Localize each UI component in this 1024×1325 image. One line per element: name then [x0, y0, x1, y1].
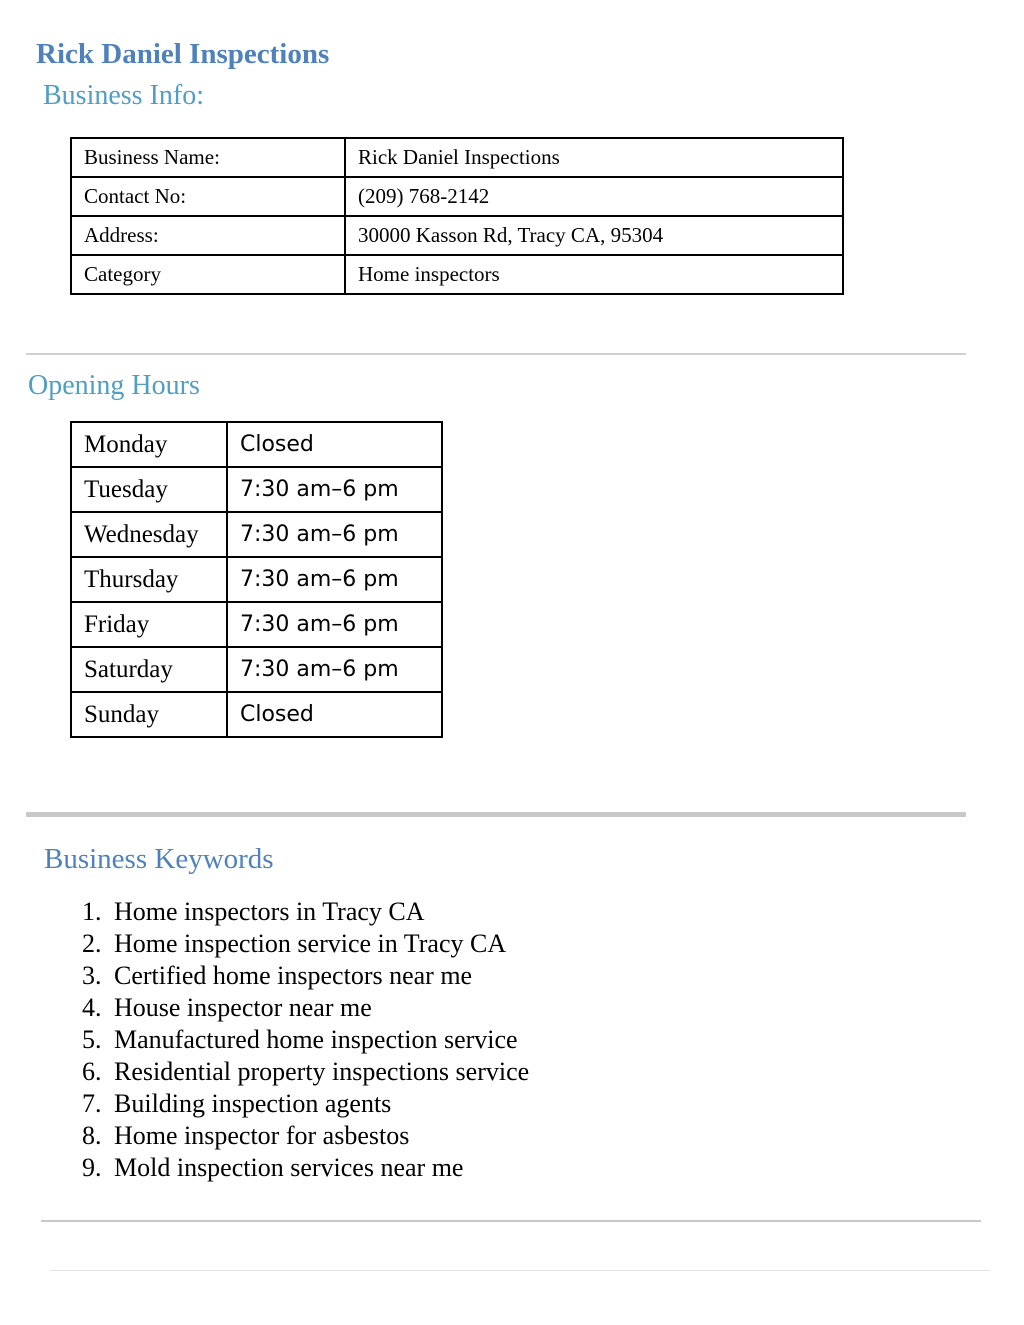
table-row	[71, 138, 843, 177]
list-item-text: Mold inspection services near me	[114, 1153, 464, 1182]
list-item-text: Home inspectors in Tracy CA	[114, 897, 425, 926]
hours-cell: 7:30 am–6 pm	[227, 512, 442, 557]
hours-cell: 7:30 am–6 pm	[227, 647, 442, 692]
hours-cell: 7:30 am–6 pm	[227, 557, 442, 602]
info-value: 30000 Kasson Rd, Tracy CA, 95304	[345, 216, 843, 255]
table-row	[71, 422, 442, 467]
list-item	[82, 896, 529, 928]
day-cell: Saturday	[71, 647, 227, 692]
info-value: Home inspectors	[345, 255, 843, 294]
section-divider	[26, 353, 966, 355]
list-item-number: 5.	[82, 1025, 102, 1054]
info-label: Category	[71, 255, 345, 294]
keywords-list	[82, 896, 529, 1184]
info-value: Rick Daniel Inspections	[345, 138, 843, 177]
list-item-text: Certified home inspectors near me	[114, 961, 473, 990]
info-value: (209) 768-2142	[345, 177, 843, 216]
list-item-number: 6.	[82, 1057, 102, 1086]
list-item-text: House inspector near me	[114, 993, 372, 1022]
day-cell: Tuesday	[71, 467, 227, 512]
list-item-number: 9.	[82, 1153, 102, 1182]
hours-cell: Closed	[227, 422, 442, 467]
info-label: Business Name:	[71, 138, 345, 177]
business-info-heading: Business Info:	[43, 80, 204, 111]
table-row	[71, 177, 843, 216]
day-cell: Sunday	[71, 692, 227, 737]
list-item-number: 2.	[82, 929, 102, 958]
business-keywords-heading: Business Keywords	[44, 843, 274, 875]
section-divider	[41, 1220, 981, 1222]
table-row	[71, 557, 442, 602]
business-info-table	[70, 137, 844, 295]
table-row	[71, 647, 442, 692]
opening-hours-table	[70, 421, 443, 738]
table-row	[71, 216, 843, 255]
day-cell: Wednesday	[71, 512, 227, 557]
list-item	[82, 1152, 529, 1184]
list-item-text: Building inspection agents	[114, 1089, 392, 1118]
list-item-number: 3.	[82, 961, 102, 990]
day-cell: Friday	[71, 602, 227, 647]
list-item-text: Residential property inspections service	[114, 1057, 530, 1086]
table-row	[71, 512, 442, 557]
table-row	[71, 255, 843, 294]
day-cell: Thursday	[71, 557, 227, 602]
table-row	[71, 602, 442, 647]
list-item-text: Home inspector for asbestos	[114, 1121, 410, 1150]
info-label: Address:	[71, 216, 345, 255]
list-item	[82, 1024, 529, 1056]
list-item	[82, 1088, 529, 1120]
list-item	[82, 992, 529, 1024]
list-item-number: 4.	[82, 993, 102, 1022]
list-item-number: 8.	[82, 1121, 102, 1150]
page-title: Rick Daniel Inspections	[36, 38, 330, 70]
table-row	[71, 692, 442, 737]
list-item	[82, 960, 529, 992]
day-cell: Monday	[71, 422, 227, 467]
list-item-text: Manufactured home inspection service	[114, 1025, 518, 1054]
list-item-text: Home inspection service in Tracy CA	[114, 929, 507, 958]
hours-cell: 7:30 am–6 pm	[227, 467, 442, 512]
section-divider	[26, 812, 966, 817]
opening-hours-heading: Opening Hours	[28, 370, 200, 401]
hours-cell: Closed	[227, 692, 442, 737]
list-item	[82, 1120, 529, 1152]
table-row	[71, 467, 442, 512]
list-item	[82, 928, 529, 960]
footer-divider	[50, 1270, 990, 1271]
list-item	[82, 1056, 529, 1088]
hours-cell: 7:30 am–6 pm	[227, 602, 442, 647]
list-item-number: 1.	[82, 897, 102, 926]
list-item-number: 7.	[82, 1089, 102, 1118]
info-label: Contact No:	[71, 177, 345, 216]
